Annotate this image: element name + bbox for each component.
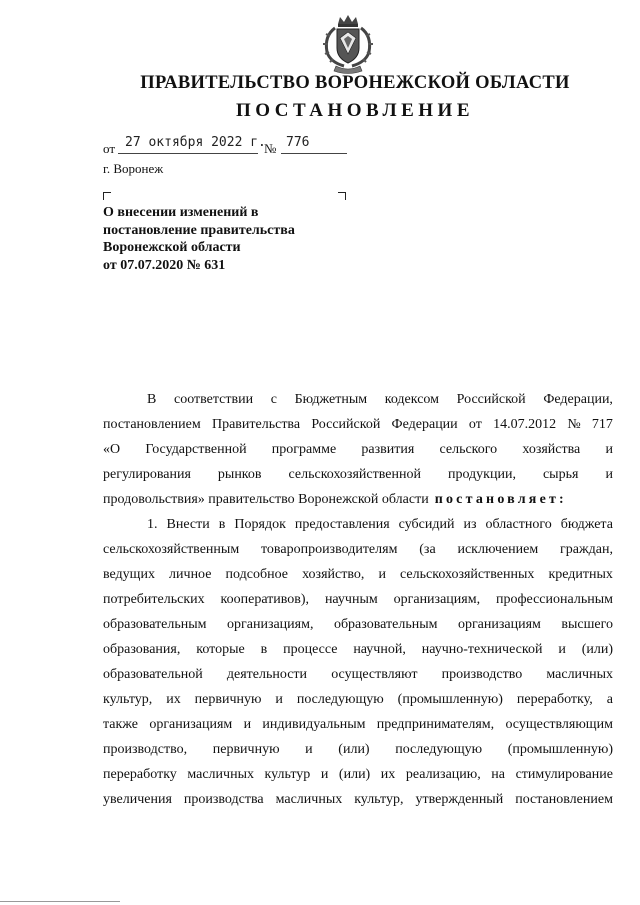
word: 14.07.2012 [493, 417, 557, 432]
word: постановлением [515, 792, 613, 807]
word: Внести [166, 517, 210, 532]
document-number: 776 [286, 135, 310, 150]
word: а [606, 692, 613, 707]
word: последующую [296, 692, 384, 707]
word: культур [264, 767, 311, 782]
word: личное [169, 567, 212, 582]
word: сельскохозяйственной [288, 467, 421, 482]
word: 1. [147, 517, 158, 532]
word: производство, [103, 742, 188, 757]
body-line [103, 512, 613, 537]
city-name: г. Воронеж [103, 161, 164, 176]
word: которые [196, 642, 245, 657]
word: с [270, 392, 277, 407]
word: культур, [103, 692, 153, 707]
subject-line: постановление правительства [103, 222, 295, 238]
word: В [147, 392, 157, 407]
word: профессиональным [495, 592, 613, 607]
word: соответствии [173, 392, 254, 407]
body-line [103, 462, 613, 487]
body-line [103, 562, 613, 587]
coat-of-arms-icon [318, 14, 378, 76]
word: 717 [591, 417, 613, 432]
word: товаропроизводителям [261, 542, 398, 557]
body-line [103, 387, 613, 412]
word: индивидуальным [262, 717, 366, 732]
subject-line: от 07.07.2020 № 631 [103, 257, 226, 273]
body-line [103, 687, 613, 712]
word: производства [183, 792, 264, 807]
word: Российской [456, 392, 526, 407]
document-type: ПОСТАНОВЛЕНИЕ [235, 100, 475, 121]
word: областного [485, 517, 552, 532]
word: постановлением [103, 417, 201, 432]
word: в [218, 517, 226, 532]
word: сельскохозяйственных [400, 567, 535, 582]
word: переработку, [516, 692, 593, 707]
word: деятельности [226, 667, 308, 682]
body-line [103, 637, 613, 662]
word: высшего [561, 617, 613, 632]
body-line [103, 587, 613, 612]
word: № [567, 417, 581, 432]
word: сельскохозяйственным [103, 542, 240, 557]
from-label: от [103, 141, 116, 156]
word: Российской [311, 417, 381, 432]
word: (или) [338, 767, 371, 782]
word: также [103, 717, 139, 732]
word: из [463, 517, 477, 532]
word: хозяйства [522, 442, 581, 457]
word: организациям, [227, 617, 314, 632]
word: и [275, 692, 283, 707]
word: субсидий [398, 517, 455, 532]
word: предоставления [294, 517, 390, 532]
date-underline [118, 153, 258, 154]
word: масличных [187, 767, 254, 782]
word: граждан, [560, 542, 613, 557]
body-text-span: продовольствия» правительство Воронежской области [103, 492, 429, 507]
word: развития [361, 442, 415, 457]
word: Порядок [234, 517, 286, 532]
body-line [103, 712, 613, 737]
word: кодексом [384, 392, 440, 407]
word: последующую [395, 742, 483, 757]
word: образовательным [333, 617, 438, 632]
word: кооперативов), [220, 592, 310, 607]
word: подсобное [225, 567, 288, 582]
word: и [605, 467, 613, 482]
word: программе [271, 442, 337, 457]
word: и [320, 767, 329, 782]
word: увеличения [103, 792, 172, 807]
resolves-keyword: постановляет: [434, 492, 567, 507]
number-underline [281, 153, 347, 154]
word: сельского [439, 442, 498, 457]
word: их [380, 767, 396, 782]
subject-bracket-left [103, 192, 111, 200]
body-line [103, 737, 613, 762]
number-label: № [264, 141, 277, 156]
word: кредитных [548, 567, 613, 582]
body-line [103, 487, 613, 512]
document-body [103, 387, 613, 812]
word: ведущих [103, 567, 155, 582]
word: регулирования [103, 467, 191, 482]
word: (за [419, 542, 436, 557]
document-subject [103, 204, 295, 274]
body-line [103, 762, 613, 787]
word: и [605, 442, 613, 457]
word: (или) [581, 642, 613, 657]
word: (или) [338, 742, 370, 757]
word: производство [441, 667, 523, 682]
word: их [166, 692, 181, 707]
word: Федерации [391, 417, 458, 432]
body-line [103, 412, 613, 437]
word: «О [103, 442, 121, 457]
word: в [260, 642, 268, 657]
subject-line: О внесении изменений в [103, 205, 259, 220]
word: первичную [212, 742, 280, 757]
word: Государственной [145, 442, 247, 457]
word: потребительских [103, 592, 205, 607]
word: на [491, 767, 506, 782]
body-line [103, 662, 613, 687]
word: Бюджетным [294, 392, 368, 407]
word: организациям, [393, 592, 481, 607]
word: от [468, 417, 482, 432]
word: (промышленную) [397, 692, 503, 707]
word: исключением [457, 542, 539, 557]
word: образовательной [103, 667, 203, 682]
word: и [558, 642, 566, 657]
body-line [103, 787, 613, 812]
word: Федерации, [543, 392, 613, 407]
word: продукции, [447, 467, 516, 482]
word: научной, [353, 642, 406, 657]
word: предпринимателям, [376, 717, 495, 732]
word: утвержденный [415, 792, 504, 807]
word: бюджета [560, 517, 613, 532]
word: образования, [103, 642, 181, 657]
word: рынков [217, 467, 262, 482]
word: научным [324, 592, 378, 607]
word: хозяйство, [302, 567, 365, 582]
subject-line: Воронежской области [103, 240, 241, 255]
word: и [378, 567, 386, 582]
word: первичную [194, 692, 262, 707]
word: образовательным [103, 617, 207, 632]
word: реализацию, [405, 767, 481, 782]
word: и [305, 742, 313, 757]
word: Правительства [211, 417, 301, 432]
word: (промышленную) [507, 742, 613, 757]
body-line [103, 612, 613, 637]
word: культур, [354, 792, 404, 807]
word: масличных [275, 792, 343, 807]
subject-bracket-right [338, 192, 346, 200]
word: переработку [103, 767, 177, 782]
body-line [103, 437, 613, 462]
word: осуществляющим [505, 717, 613, 732]
word: осуществляют [331, 667, 418, 682]
government-title: ПРАВИТЕЛЬСТВО ВОРОНЕЖСКОЙ ОБЛАСТИ [140, 73, 570, 93]
word: организациям [149, 717, 233, 732]
word: процессе [283, 642, 338, 657]
word: масличных [546, 667, 613, 682]
word: организациям [457, 617, 541, 632]
word: научно-технической [421, 642, 543, 657]
document-date: 27 октября 2022 г. [125, 135, 266, 150]
body-line [103, 537, 613, 562]
word: сырья [542, 467, 579, 482]
page-footer-rule [0, 901, 120, 902]
word: и [243, 717, 252, 732]
word: стимулирование [515, 767, 613, 782]
